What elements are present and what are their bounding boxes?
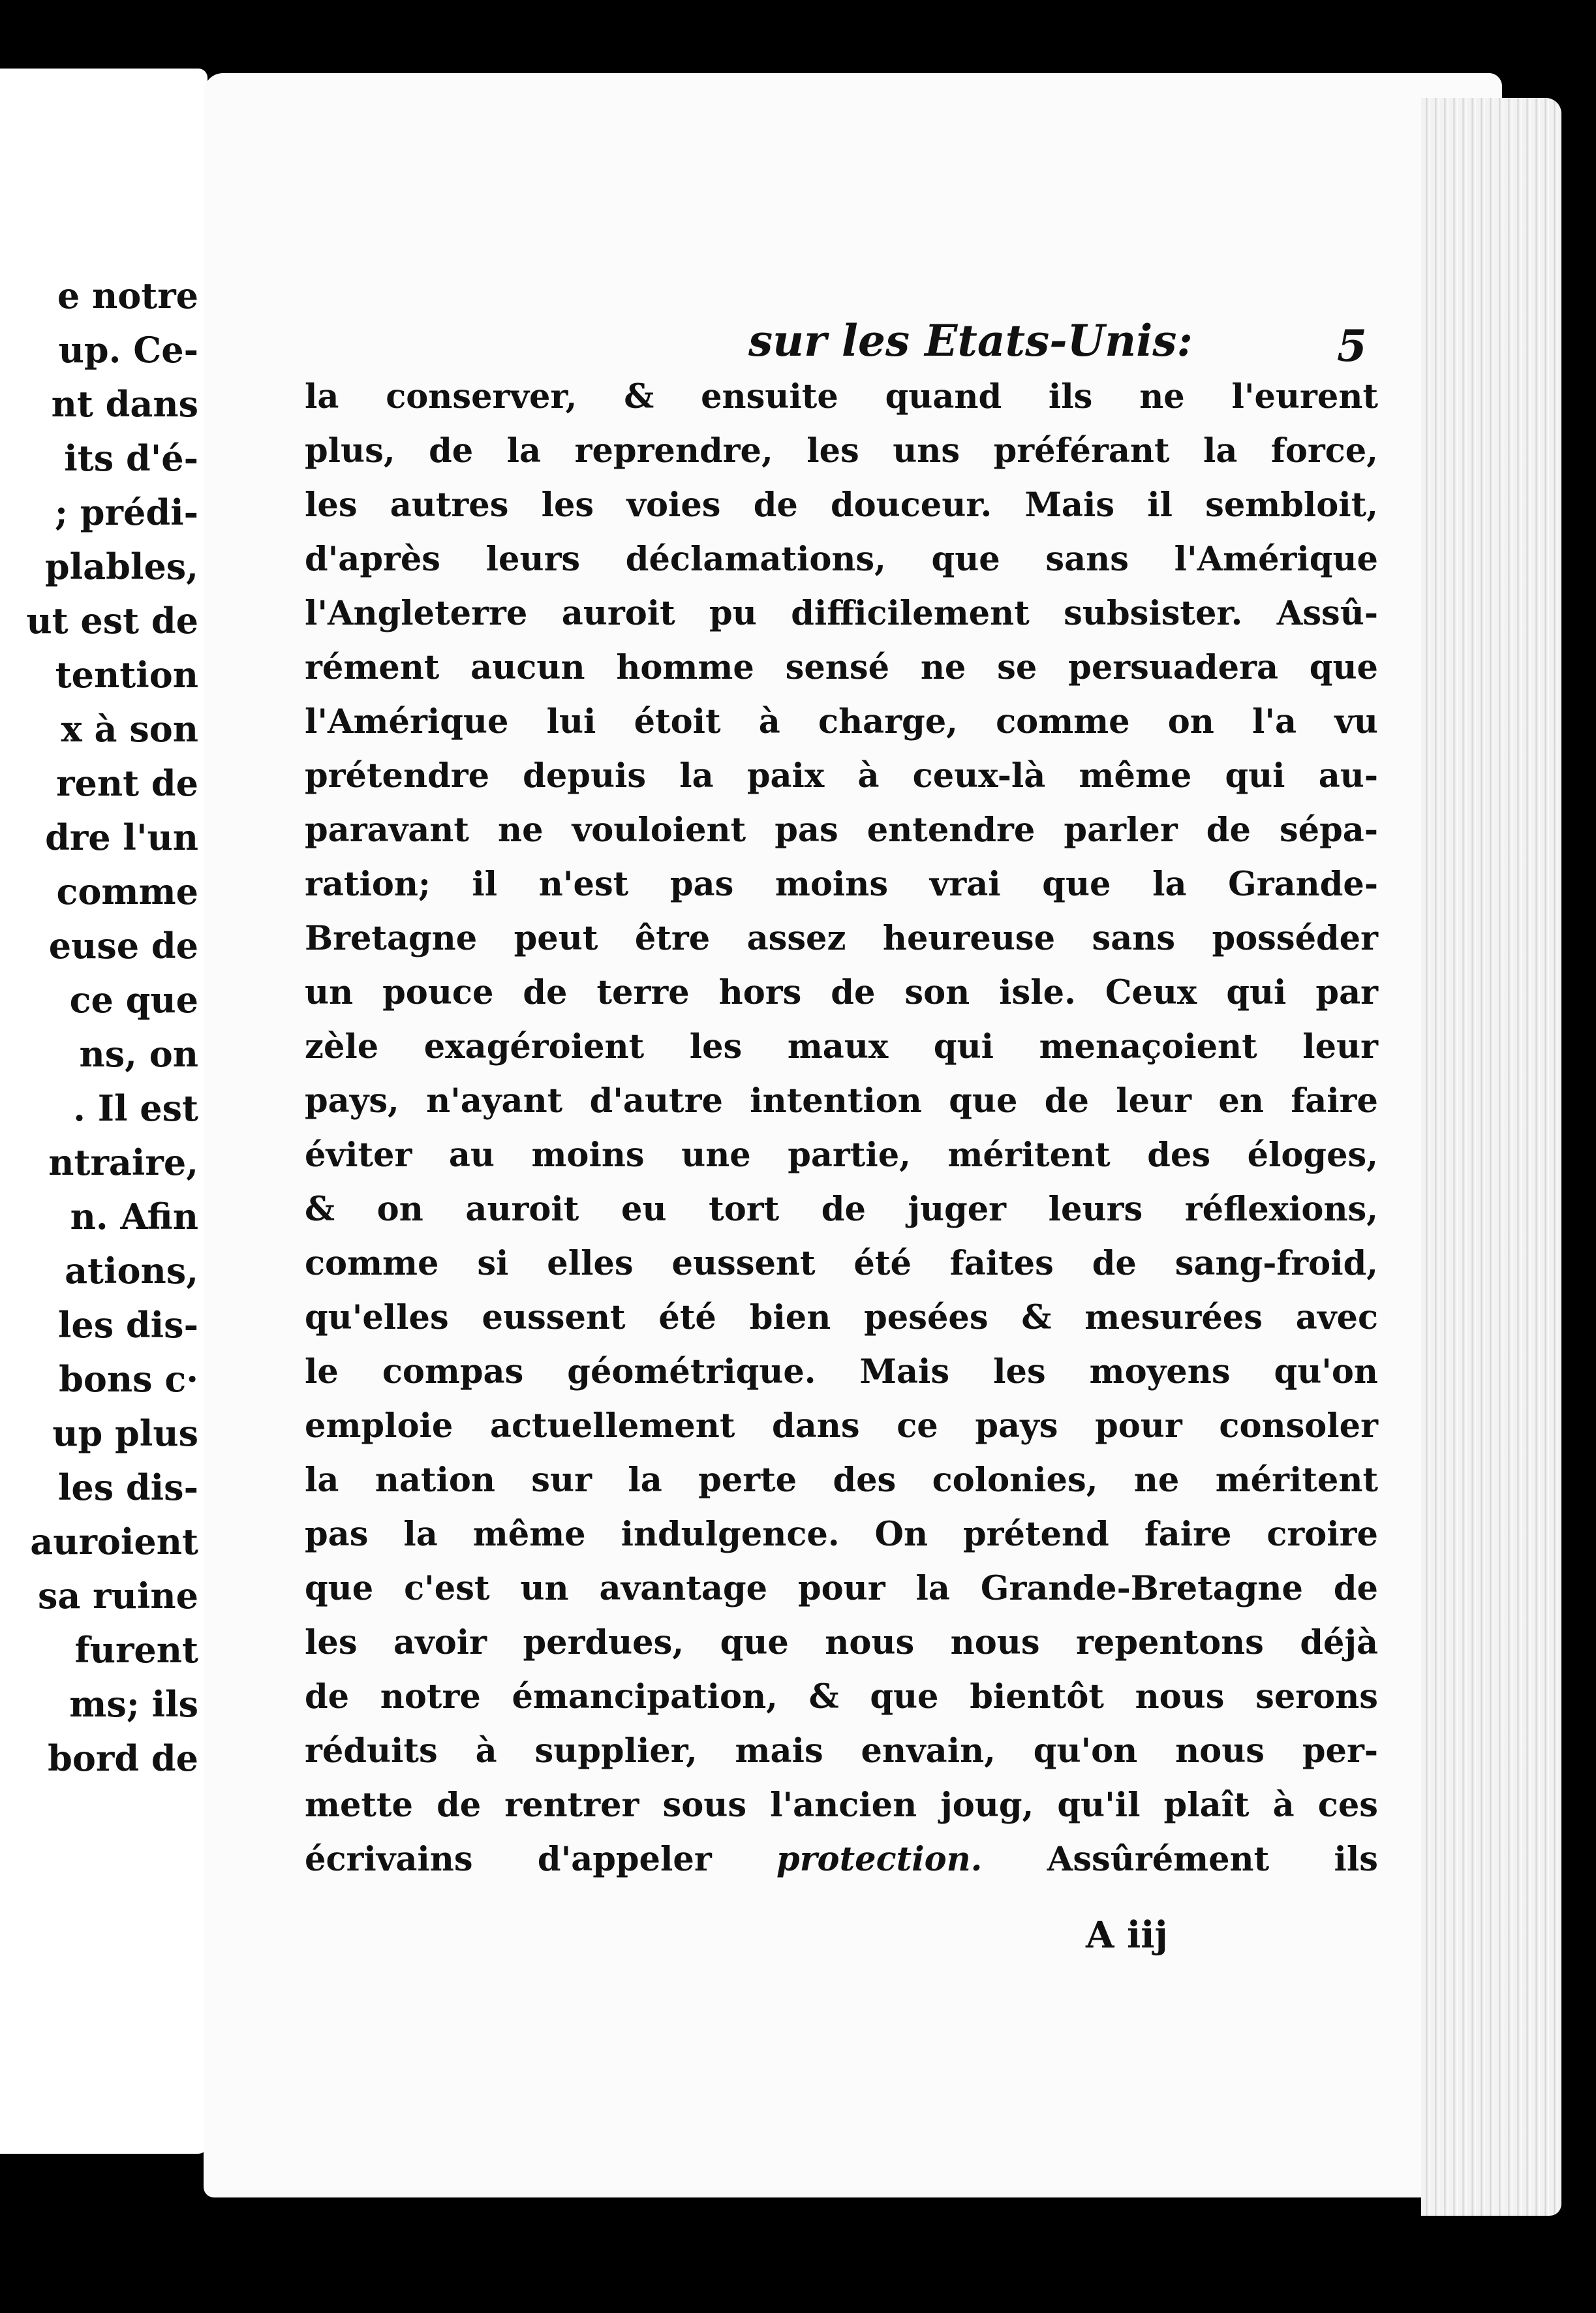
text-line: zèle exagéroient les maux qui menaçoient leur	[305, 1027, 1378, 1066]
left-page-line: e notre	[57, 275, 198, 317]
left-page-line: euse de	[48, 925, 198, 967]
left-page-line: ce que	[69, 979, 198, 1021]
text-line: pas la même indulgence. On prétend faire croire	[305, 1515, 1378, 1554]
signature-mark: A iij	[1086, 1914, 1168, 1957]
text-line: la conserver, & ensuite quand ils ne l'eurent	[305, 377, 1378, 416]
left-page-line: . Il est	[73, 1087, 198, 1129]
text-line: d'après leurs déclamations, que sans l'Amérique	[305, 540, 1378, 579]
italic-word: protection.	[776, 1840, 983, 1879]
left-page-line: its d'é-	[64, 437, 198, 479]
page-header	[204, 308, 1502, 373]
text-line: rément aucun homme sensé ne se persuadera que	[305, 648, 1378, 687]
text-line: l'Amérique lui étoit à charge, comme on l'a vu	[305, 702, 1378, 741]
text-line: un pouce de terre hors de son isle. Ceux qui par	[305, 973, 1378, 1012]
left-page-line: furent	[74, 1629, 198, 1671]
text-line: mette de rentrer sous l'ancien joug, qu'il plaît à ces	[305, 1786, 1378, 1825]
text-line: Bretagne peut être assez heureuse sans posséder	[305, 919, 1378, 958]
left-page-line: comme	[56, 871, 198, 912]
left-page-line: auroient	[30, 1521, 198, 1562]
left-page-line: bons c·	[59, 1358, 198, 1400]
left-page-line: ns, on	[79, 1033, 198, 1075]
left-page-line: ations,	[65, 1250, 198, 1292]
left-page-line: ut est de	[26, 600, 198, 642]
left-page-line: les dis-	[57, 1304, 198, 1346]
left-page-line: rent de	[56, 762, 198, 804]
left-page-line: n. Afin	[70, 1196, 198, 1237]
left-page-line: up plus	[52, 1412, 198, 1454]
page-number: 5	[1337, 320, 1367, 371]
left-page-line: dre l'un	[45, 816, 198, 858]
text-line: prétendre depuis la paix à ceux-là même qui au-	[305, 756, 1378, 796]
text-line: l'Angleterre auroit pu difficilement subsister. Assû-	[305, 594, 1378, 633]
text-line: de notre émancipation, & que bientôt nous serons	[305, 1677, 1378, 1716]
text-line-last: écrivains d'appeler protection. Assûrément ils	[305, 1840, 1378, 1879]
text-line: les autres les voies de douceur. Mais il sembloit,	[305, 486, 1378, 525]
left-page-line: up. Ce-	[58, 329, 198, 371]
text-line: la nation sur la perte des colonies, ne méritent	[305, 1461, 1378, 1500]
text-line: qu'elles eussent été bien pesées & mesurées avec	[305, 1298, 1378, 1337]
text-line: éviter au moins une partie, méritent des éloges,	[305, 1136, 1378, 1175]
text-line: plus, de la reprendre, les uns préférant la force,	[305, 431, 1378, 471]
left-page-line: nt dans	[51, 383, 198, 425]
left-page-line: ntraire,	[48, 1141, 198, 1183]
text-line: paravant ne vouloient pas entendre parler de sépa-	[305, 811, 1378, 850]
book-page	[204, 73, 1502, 2197]
body-text	[305, 370, 1378, 1887]
left-page-line: ms; ils	[69, 1683, 198, 1725]
left-page-line: bord de	[48, 1737, 198, 1779]
left-page-fragment	[0, 69, 207, 2154]
text-line: les avoir perdues, que nous nous repentons déjà	[305, 1623, 1378, 1662]
page-fore-edge	[1421, 98, 1561, 2216]
text-line: & on auroit eu tort de juger leurs réflexions,	[305, 1190, 1378, 1229]
text-line: pays, n'ayant d'autre intention que de leur en faire	[305, 1081, 1378, 1121]
text-line: que c'est un avantage pour la Grande-Bretagne de	[305, 1569, 1378, 1608]
running-head: sur les Etats-Unis:	[748, 315, 1193, 366]
left-page-line: sa ruine	[37, 1575, 198, 1617]
text-line: réduits à supplier, mais envain, qu'on nous per-	[305, 1731, 1378, 1771]
text-line: emploie actuellement dans ce pays pour consoler	[305, 1406, 1378, 1446]
left-page-line: tention	[55, 654, 198, 696]
text-line: comme si elles eussent été faites de sang-froid,	[305, 1244, 1378, 1283]
left-page-line: les dis-	[57, 1467, 198, 1508]
left-page-line: ; prédi-	[55, 491, 198, 533]
text-line: ration; il n'est pas moins vrai que la Grande-	[305, 865, 1378, 904]
left-page-line: x à son	[61, 708, 198, 750]
text-line: le compas géométrique. Mais les moyens qu'on	[305, 1352, 1378, 1391]
left-page-line: plables,	[44, 546, 198, 587]
